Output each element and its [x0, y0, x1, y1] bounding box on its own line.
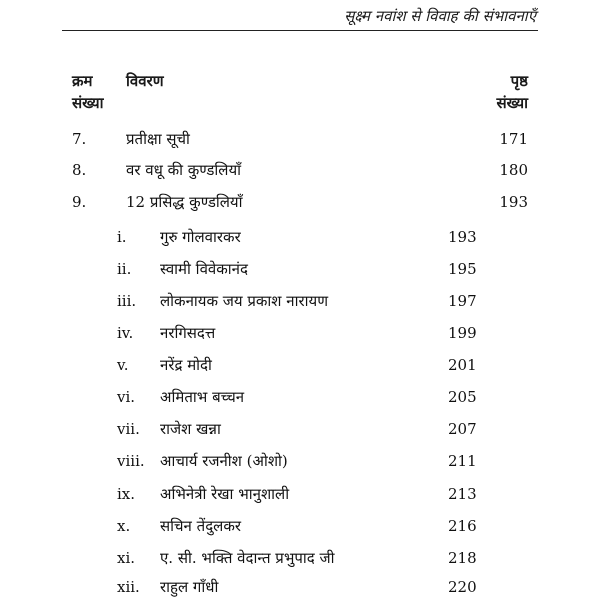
toc-sub-entry — [0, 352, 600, 378]
toc-sub-entry-number: vii. — [117, 420, 140, 438]
toc-entry — [0, 126, 600, 152]
toc-sub-entry — [0, 416, 600, 442]
header-rule — [62, 30, 538, 31]
toc-sub-entry-number: xi. — [117, 549, 136, 567]
toc-sub-entry — [0, 224, 600, 250]
toc-entry-page: 180 — [499, 161, 528, 179]
toc-entry-number: 8. — [72, 161, 87, 179]
toc-sub-entry-text: आचार्य रजनीश (ओशो) — [160, 452, 288, 470]
toc-sub-entry — [0, 384, 600, 410]
column-header-description — [126, 70, 164, 92]
toc-sub-entry-page: 207 — [448, 420, 477, 438]
column-header-page-line2: संख्या — [496, 94, 528, 112]
toc-sub-entry — [0, 320, 600, 346]
toc-sub-entry-text: अमिताभ बच्चन — [160, 388, 245, 406]
toc-sub-entry-page: 193 — [448, 228, 477, 246]
toc-sub-entry-text: स्वामी विवेकानंद — [160, 260, 248, 278]
toc-entry-number: 7. — [72, 130, 87, 148]
toc-entry-page: 171 — [499, 130, 528, 148]
toc-sub-entry-number: vi. — [117, 388, 136, 406]
toc-sub-entry — [0, 288, 600, 314]
column-header-serial — [72, 70, 104, 114]
toc-sub-entry-page: 195 — [448, 260, 477, 278]
toc-entry-text: वर वधू की कुण्डलियाँ — [126, 161, 242, 179]
toc-sub-entry — [0, 513, 600, 539]
toc-entry-text: 12 प्रसिद्ध कुण्डलियाँ — [126, 193, 243, 211]
toc-sub-entry-number: iii. — [117, 292, 137, 310]
column-header-description-label: विवरण — [126, 72, 164, 90]
toc-sub-entry-text: राजेश खन्ना — [160, 420, 221, 438]
toc-sub-entry-page: 218 — [448, 549, 477, 567]
toc-sub-entry-text: नरेंद्र मोदी — [160, 356, 212, 374]
toc-sub-entry-number: iv. — [117, 324, 134, 342]
column-header-page — [496, 70, 528, 114]
toc-sub-entry — [0, 545, 600, 571]
toc-sub-entry-text: नरगिसदत्त — [160, 324, 216, 342]
toc-sub-entry-page: 220 — [448, 578, 477, 596]
toc-sub-entry-number: i. — [117, 228, 127, 246]
column-header-serial-line2: संख्या — [72, 94, 104, 112]
toc-sub-entry — [0, 448, 600, 474]
toc-sub-entry-number: ix. — [117, 485, 136, 503]
toc-sub-entry-number: viii. — [117, 452, 145, 470]
toc-sub-entry-number: ii. — [117, 260, 132, 278]
toc-sub-entry-number: xii. — [117, 578, 140, 596]
toc-sub-entry-page: 211 — [448, 452, 477, 470]
toc-sub-entry-text: गुरु गोलवारकर — [160, 228, 241, 246]
toc-sub-entry-page: 197 — [448, 292, 477, 310]
column-header-serial-line1: क्रम — [72, 72, 93, 90]
toc-entry-text: प्रतीक्षा सूची — [126, 130, 190, 148]
toc-sub-entry-page: 199 — [448, 324, 477, 342]
toc-sub-entry-text: लोकनायक जय प्रकाश नारायण — [160, 292, 329, 310]
running-header-title: सूक्ष्म नवांश से विवाह की संभावनाएँ — [344, 7, 536, 25]
toc-sub-entry-page: 216 — [448, 517, 477, 535]
column-header-page-line1: पृष्ठ — [510, 72, 528, 90]
toc-sub-entry-page: 201 — [448, 356, 477, 374]
toc-sub-entry-page: 213 — [448, 485, 477, 503]
toc-entry-page: 193 — [499, 193, 528, 211]
toc-sub-entry-text: अभिनेत्री रेखा भानुशाली — [160, 485, 290, 503]
toc-sub-entry-page: 205 — [448, 388, 477, 406]
toc-sub-entry — [0, 256, 600, 282]
toc-entry — [0, 157, 600, 183]
toc-sub-entry — [0, 481, 600, 507]
toc-sub-entry-text: राहुल गाँधी — [160, 578, 219, 596]
toc-sub-entry-number: v. — [117, 356, 129, 374]
toc-entry-number: 9. — [72, 193, 87, 211]
toc-entry — [0, 189, 600, 215]
toc-sub-entry-text: सचिन तेंदुलकर — [160, 517, 241, 535]
toc-sub-entry-text: ए. सी. भक्ति वेदान्त प्रभुपाद जी — [160, 549, 335, 567]
toc-sub-entry-number: x. — [117, 517, 131, 535]
toc-sub-entry — [0, 574, 600, 600]
